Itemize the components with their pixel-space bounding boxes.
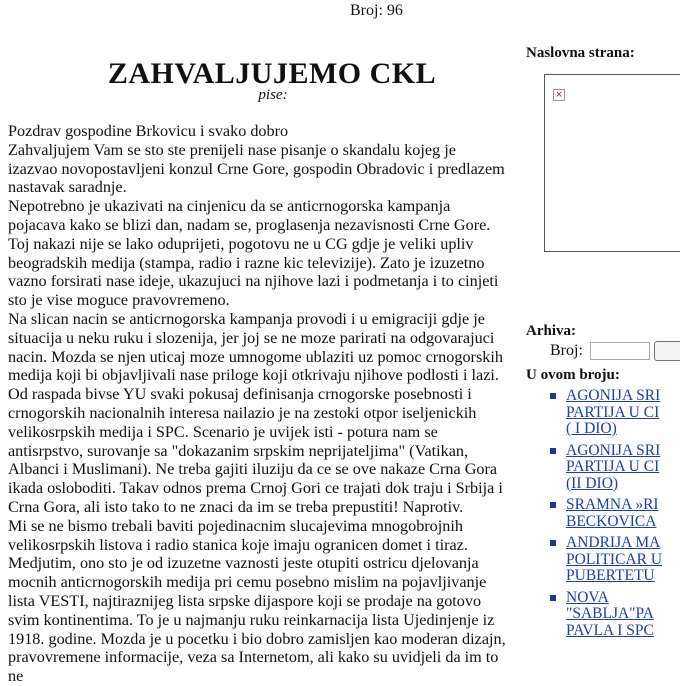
issue-number-input[interactable] (590, 342, 650, 360)
list-item (526, 535, 680, 585)
cover-heading: Naslovna strana: (526, 45, 635, 61)
list-item (526, 388, 680, 438)
issue-links-list (526, 388, 680, 644)
link-line: ( I DIO) (566, 420, 617, 437)
link-line: PARTIJA U CI (566, 403, 660, 421)
link-line: "SABLJA"PA (566, 605, 654, 622)
archive-heading: Arhiva: (526, 323, 576, 339)
article-title: ZAHVALJUJEMO CKL (107, 57, 437, 90)
link-line: AGONIJA SRI (566, 442, 661, 459)
link-line: AGONIJA SRI (566, 388, 661, 404)
article-link[interactable] (566, 535, 680, 585)
article-paragraph: Nepotrebno je ukazivati na cinjenicu da se anticrnogorska kampanja pojacava kako se blizi dan, nadam se, proglasenja nezavisnosti Crne Gore. Toj nakazi nije se lako oduprijeti, pogotovu ne u CG gdje je veliki upliv beogradskih medija (stampa, radio i razne kic televizije). Zato je izuzetno vazno forsirati nase ideje, ukazujuci na njihove lazi i podmetanja i to cinjeti sto je vise moguce pravovremeno. (8, 197, 499, 310)
article-link[interactable] (566, 590, 680, 640)
issue-go-button[interactable] (654, 341, 680, 361)
link-line: PUBERTETU (566, 567, 655, 584)
list-item (526, 590, 680, 640)
broken-image-icon: × (553, 89, 565, 101)
link-line: SRAMNA »RI (566, 497, 659, 513)
square-bullet-icon (550, 393, 556, 399)
square-bullet-icon (550, 540, 556, 546)
cover-image-frame[interactable] (544, 74, 680, 252)
list-item (526, 443, 680, 493)
link-line: NOVA (566, 589, 609, 606)
article-link[interactable] (566, 388, 680, 438)
issue-number: Broj: 96 (350, 2, 403, 19)
link-line: POLITICAR U (566, 550, 663, 568)
article (8, 56, 508, 686)
article-body (8, 122, 508, 686)
link-line: PAVLA I SPC (566, 621, 654, 639)
link-line: BECKOVICA (566, 512, 657, 530)
archive-issue-row (550, 342, 583, 360)
article-paragraph: Mi se ne bismo trebali baviti pojedinacnim slucajevima mnogobrojnih velikosrpskih listova i radio stanica koje imaju ogranicen domet i tiraz. Medjutim, ono sto je od izuzetne vaznosti jeste otupiti ostricu djelovanja mocnih anticrnogorskih medija pri cemu posebno mislim na pojavljivanje lista VESTI, najtiraznijeg lista srpske dijaspore koji se prodaje na gotovo svim kontinentima. To je u najmanju ruku reinkarnacija lista Ujedinjenje iz 1918. godine. Mozda je u pocetku i bio dobro zamisljen kao moderan dizajn, pravovremene informacije, veza sa Internetom, ali kako su uvidjeli da im to ne (8, 516, 506, 686)
square-bullet-icon (550, 502, 556, 508)
issue-label: Broj: (550, 342, 583, 359)
article-paragraph: Pozdrav gospodine Brkovicu i svako dobro (8, 122, 289, 140)
article-link[interactable] (566, 497, 680, 530)
link-line: (II DIO) (566, 474, 619, 492)
link-line: PARTIJA U CI (566, 458, 660, 475)
list-item (526, 497, 680, 530)
link-line: ANDRIJA MA (566, 535, 661, 551)
article-byline: pise: (258, 87, 288, 103)
square-bullet-icon (550, 448, 556, 454)
article-paragraph: Zahvaljujem Vam se sto ste prenijeli nase pisanje o skandalu kojeg je izazvao novopostavljeni konzul Crne Gore, gospodin Obradovic i predlazem nastavak saradnje. (8, 140, 505, 197)
article-link[interactable] (566, 443, 680, 493)
square-bullet-icon (550, 595, 556, 601)
article-paragraph: Na slican nacin se anticrnogorska kampanja provodi i u emigraciji gdje je situacija u neku ruku i slozenija, jer joj se ne moze parirati na odgovarajuci nacin. Mozda se njen uticaj moze umnogome ublaziti uz pomoc crnogorskih medija koji bi objavljivali nase priloge koji otkrivaju njihove podlosti i lazi. Od raspada bivse YU svaki pokusaj definisanja crnogorske posebnosti i crnogorskih nacionalnih interesa nailazio je na zestoki otpor iseljenickih velikosrpskih medija i SPC. Scenario je uvijek isti - potura nam se antisrpstvo, surovanje sa "dokazanim srpskim neprijateljima" (Vatikan, Albanci i Muslimani). Ne treba gajiti iluziju da ce se ove nakaze Crna Gora ikada osloboditi. Takav odnos prema Crnoj Gori ce trajati dok traju i Srbija i Crna Gora, ali isto tako to ne znaci da im se treba prepustiti! Naprotiv. (8, 309, 503, 516)
in-issue-heading: U ovom broju: (526, 367, 620, 383)
